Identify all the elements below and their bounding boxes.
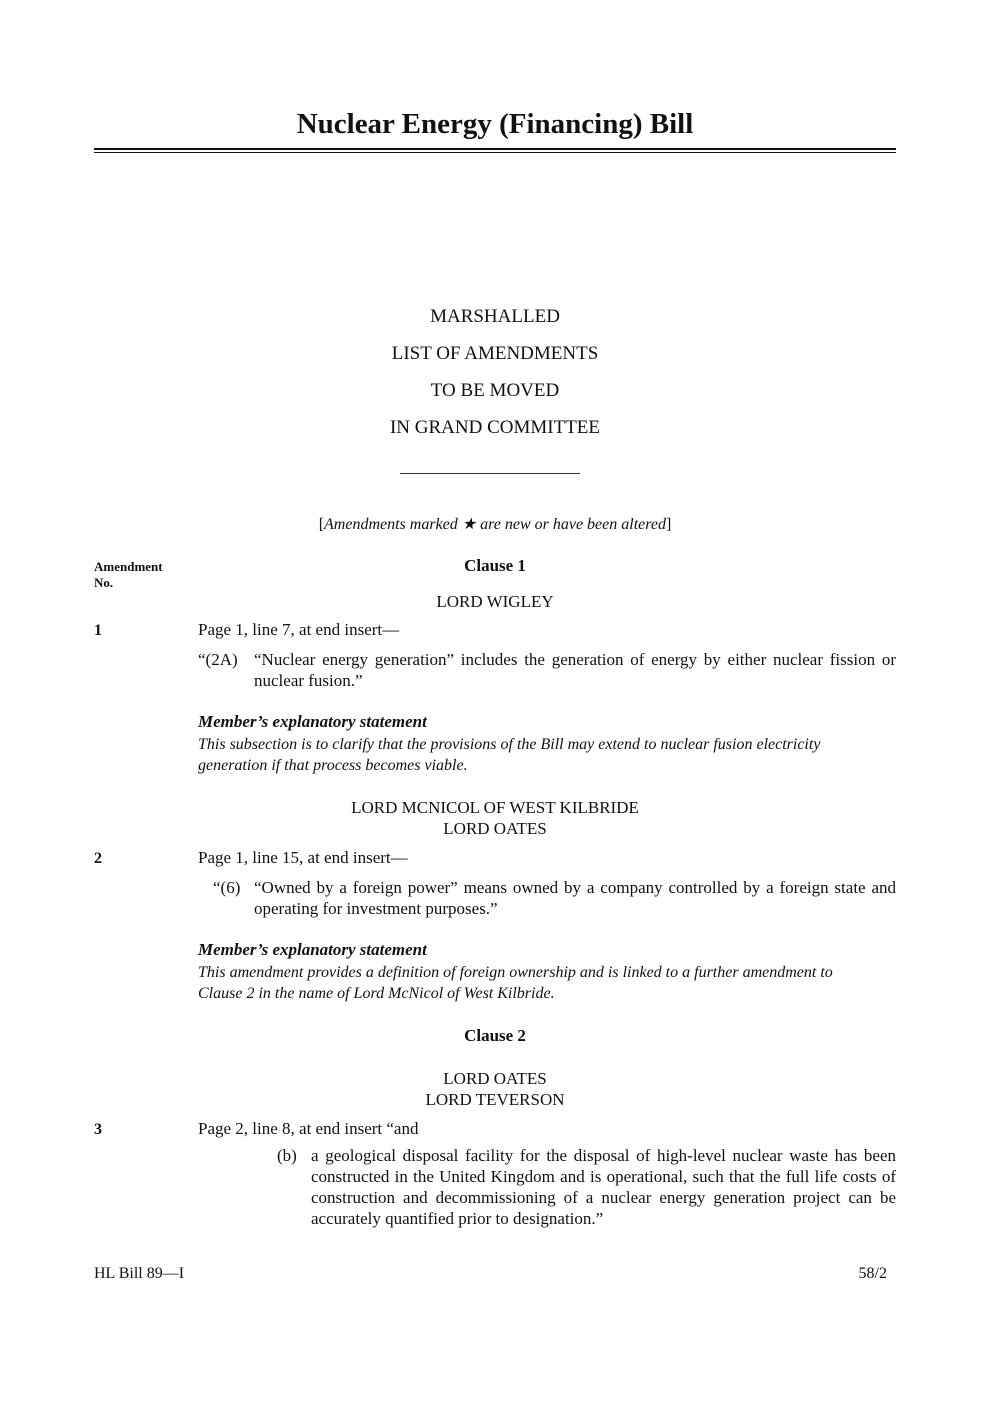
amendment-1-instruction: Page 1, line 7, at end insert— — [198, 620, 400, 639]
amendment-1-member: LORD WIGLEY — [436, 592, 554, 611]
amendment-3-sub-label: (b) — [277, 1146, 297, 1165]
amendment-3-sub-text: a geological disposal facility for the disposal of high-level nuclear waste has been constructed in the United Kingdom and is operational, such that the full life costs of construction and decommissioning of a nuclear energy generation project can be accurately quantified prior to designation.” — [311, 1146, 896, 1228]
amendment-2-statement-text: This amendment provides a definition of foreign ownership and is linked to a further amendment to Clause 2 in the name of Lord McNicol of West Kilbride. — [198, 964, 833, 1002]
amendment-3-text — [277, 1145, 896, 1229]
amendment-1-text — [198, 649, 896, 691]
cover-divider — [400, 473, 580, 474]
amendment-2-text — [213, 877, 896, 919]
cover-line-2: LIST OF AMENDMENTS — [391, 343, 599, 364]
cover-line-1: MARSHALLED — [430, 306, 560, 327]
amendment-1-number: 1 — [94, 622, 102, 639]
amendment-3-member-2: LORD TEVERSON — [425, 1090, 565, 1109]
amendment-2-statement-title: Member’s explanatory statement — [198, 940, 427, 959]
amendment-2-number: 2 — [94, 850, 102, 867]
amendment-1-sub-label: “(2A) — [198, 650, 238, 669]
amendment-1-statement-title: Member’s explanatory statement — [198, 712, 427, 731]
amendment-3-number: 3 — [94, 1121, 102, 1138]
amendment-1-statement-text: This subsection is to clarify that the provisions of the Bill may extend to nuclear fusion electricity generation if that process becomes viable. — [198, 736, 821, 774]
amendments-note: [Amendments marked ★ are new or have been altered] — [318, 516, 672, 533]
cover-line-3: TO BE MOVED — [430, 380, 560, 401]
amendment-2-sub-text: “Owned by a foreign power” means owned by a company controlled by a foreign state and operating for investment purposes.” — [254, 878, 896, 918]
amendment-2-sub-label: “(6) — [213, 878, 241, 897]
amendment-number-column-label: Amendment No. — [94, 559, 163, 590]
amendment-2-member-2: LORD OATES — [443, 819, 547, 838]
amendment-2-member-1: LORD MCNICOL OF WEST KILBRIDE — [351, 798, 639, 817]
amendment-2-instruction: Page 1, line 15, at end insert— — [198, 848, 408, 867]
clause-1-heading: Clause 1 — [464, 556, 526, 575]
footer-page-reference: 58/2 — [858, 1265, 887, 1282]
amendment-3-member-1: LORD OATES — [443, 1069, 547, 1088]
footer-bill-reference: HL Bill 89—I — [94, 1265, 185, 1282]
cover-line-4: IN GRAND COMMITTEE — [389, 417, 601, 438]
bill-title: Nuclear Energy (Financing) Bill — [296, 108, 694, 140]
amendment-3-instruction: Page 2, line 8, at end insert “and — [198, 1119, 419, 1138]
title-rule-thin — [94, 152, 896, 153]
amendment-1-sub-text: “Nuclear energy generation” includes the generation of energy by either nuclear fission or nuclear fusion.” — [254, 650, 896, 690]
title-rule-thick — [94, 148, 896, 150]
clause-2-heading: Clause 2 — [464, 1026, 526, 1045]
amendments-note-text: Amendments marked ★ are new or have been altered — [324, 516, 666, 533]
